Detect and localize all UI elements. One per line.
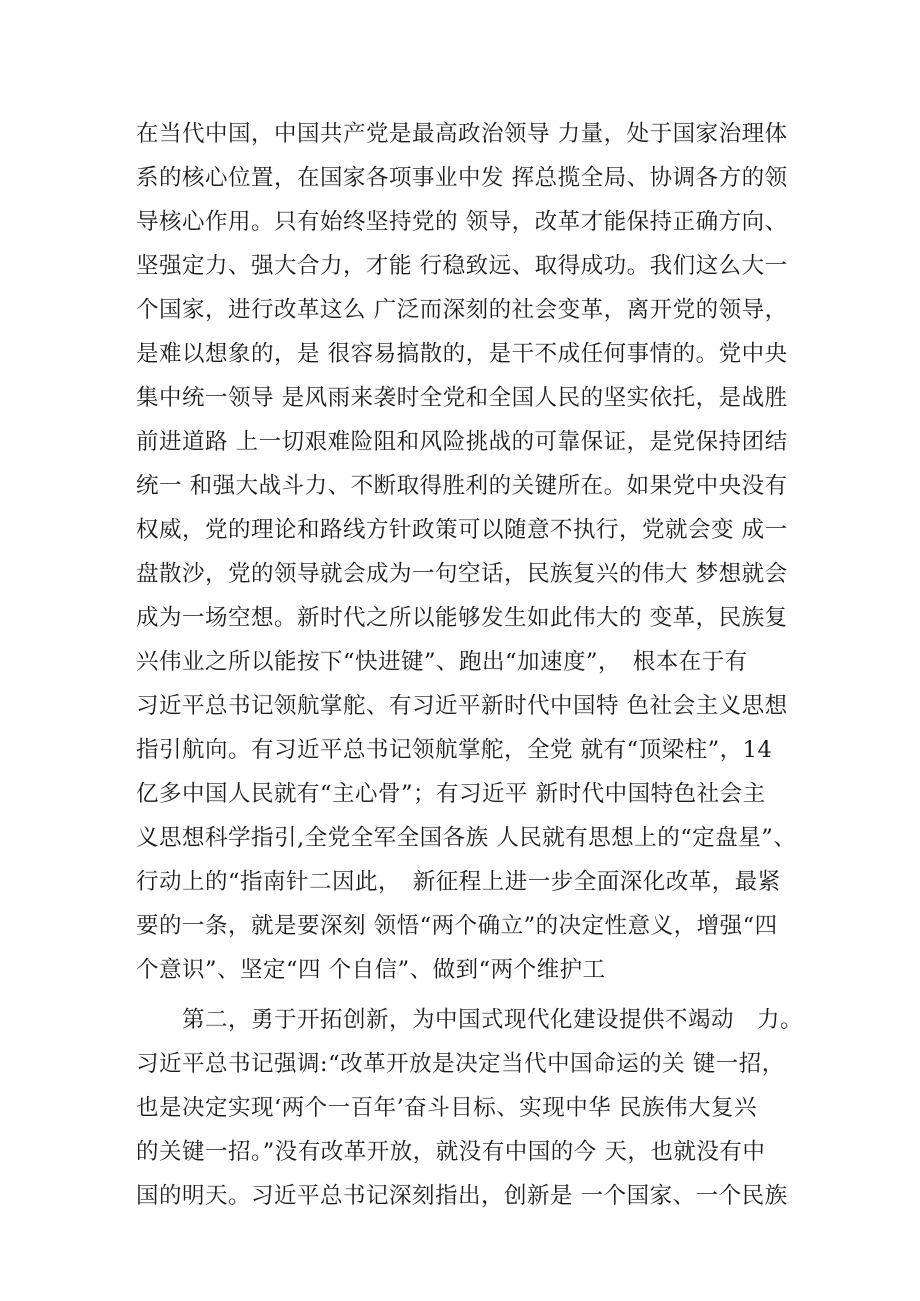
- paragraph-1-line: 兴伟业之所以能按下“快进键”、跑出“加速度”， 根本在于有: [136, 649, 748, 675]
- paragraph-2-line: 国的明天。习近平总书记深刻指出，创新是 一个国家、一个民族: [136, 1183, 788, 1209]
- paragraph-1-line: 前进道路 上一切艰难险阻和风险挑战的可靠保证，是党保持团结: [136, 429, 788, 455]
- paragraph-1: [136, 112, 816, 992]
- paragraph-1-line: 要的一条，就是要深刻 领悟“两个确立”的决定性意义，增强“四: [136, 913, 778, 939]
- paragraph-1-line: 个意识”、坚定“四 个自信”、做到“两个维护工: [136, 957, 606, 983]
- paragraph-2-line: 的关键一招。”没有改革开放，就没有中国的今 天，也就没有中: [136, 1139, 766, 1165]
- paragraph-2-line: 习近平总书记强调:“改革开放是决定当代中国命运的关 键一招，: [136, 1051, 785, 1077]
- paragraph-1-line: 行动上的“指南针二因此， 新征程上进一步全面深化改革，最紧: [136, 869, 781, 895]
- paragraph-1-line: 坚强定力、强大合力，才能 行稳致远、取得成功。我们这么大一: [136, 253, 788, 279]
- paragraph-1-line: 义思想科学指引,全党全军全国各族 人民就有思想上的“定盘星”、: [136, 825, 797, 851]
- paragraph-1-line: 在当代中国，中国共产党是最高政治领导 力量，处于国家治理体: [136, 121, 788, 147]
- paragraph-1-line: 导核心作用。只有始终坚持党的 领导，改革才能保持正确方向、: [136, 209, 788, 235]
- paragraph-1-line: 指引航向。有习近平总书记领航掌舵，全党 就有“顶梁柱”，14: [136, 737, 773, 763]
- paragraph-1-line: 习近平总书记领航掌舵、有习近平新时代中国特 色社会主义思想: [136, 693, 788, 719]
- paragraph-1-line: 是难以想象的，是 很容易搞散的，是干不成任何事情的。党中央: [136, 341, 788, 367]
- paragraph-1-line: 集中统一领导 是风雨来袭时全党和全国人民的坚实依托，是战胜: [136, 385, 788, 411]
- paragraph-2-line: 也是决定实现‘两个一百年’奋斗目标、实现中华 民族伟大复兴: [136, 1095, 757, 1121]
- document-body: [136, 112, 816, 1218]
- paragraph-1-line: 个国家，进行改革这么 广泛而深刻的社会变革，离开党的领导，: [136, 297, 788, 323]
- paragraph-2: [136, 998, 816, 1218]
- paragraph-1-line: 成为一场空想。新时代之所以能够发生如此伟大的 变革，民族复: [136, 605, 788, 631]
- paragraph-1-line: 亿多中国人民就有“主心骨”；有习近平 新时代中国特色社会主: [136, 781, 766, 807]
- paragraph-2-line: 第二，勇于开拓创新，为中国式现代化建设提供不竭动 力。: [136, 1007, 804, 1033]
- paragraph-1-line: 统一 和强大战斗力、不断取得胜利的关键所在。如果党中央没有: [136, 473, 788, 499]
- paragraph-1-line: 权威，党的理论和路线方针政策可以随意不执行，党就会变 成一: [136, 517, 788, 543]
- paragraph-1-line: 系的核心位置，在国家各项事业中发 挥总揽全局、协调各方的领: [136, 165, 788, 191]
- paragraph-1-line: 盘散沙，党的领导就会成为一句空话，民族复兴的伟大 梦想就会: [136, 561, 788, 587]
